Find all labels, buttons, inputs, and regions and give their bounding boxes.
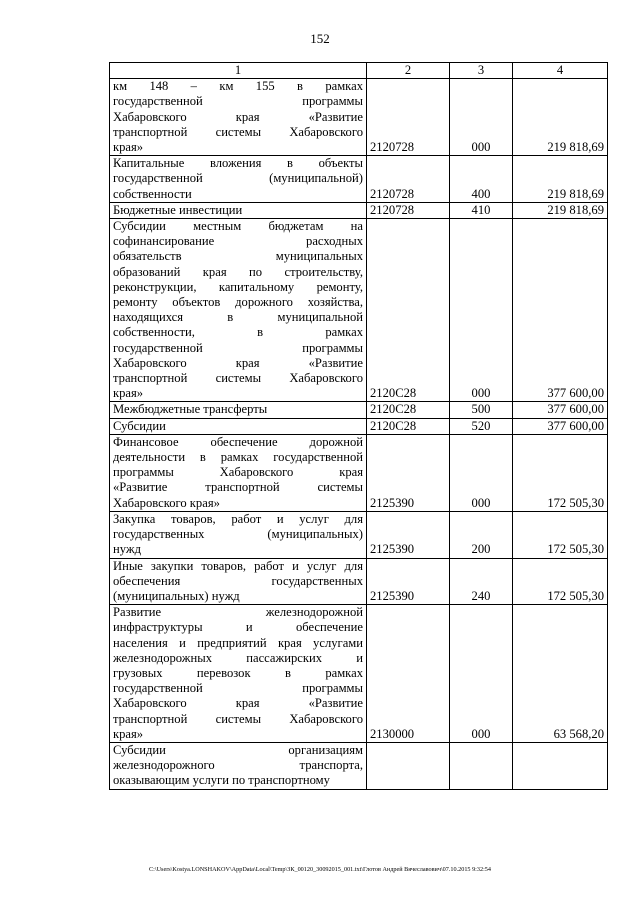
row-amount: 377 600,00	[513, 219, 608, 402]
row-description	[110, 418, 367, 434]
row-amount: 377 600,00	[513, 402, 608, 418]
row-description	[110, 202, 367, 218]
header-col-1: 1	[110, 63, 367, 79]
description-line: государственной программы	[113, 94, 363, 109]
row-description	[110, 79, 367, 156]
table-row	[110, 605, 608, 743]
row-expense-type: 000	[450, 434, 513, 511]
row-amount: 377 600,00	[513, 418, 608, 434]
description-line: Субсидии	[113, 418, 166, 433]
row-description	[110, 156, 367, 203]
description-line: программы Хабаровского края	[113, 465, 363, 480]
row-target-code: 2125390	[367, 511, 450, 558]
row-expense-type: 000	[450, 605, 513, 743]
description-line: оказывающим услуги по транспортному	[113, 773, 330, 788]
description-line: государственной программы	[113, 340, 363, 355]
description-line: железнодорожных пассажирских и	[113, 650, 363, 665]
row-target-code: 2120С28	[367, 219, 450, 402]
row-target-code: 2120С28	[367, 402, 450, 418]
header-col-2: 2	[367, 63, 450, 79]
row-expense-type: 410	[450, 202, 513, 218]
description-line: населения и предприятий края услугами	[113, 635, 363, 650]
row-target-code	[367, 742, 450, 789]
row-amount: 219 818,69	[513, 202, 608, 218]
description-line: Хабаровского края «Развитие	[113, 109, 363, 124]
description-line: Субсидии организациям	[113, 742, 363, 757]
description-line: собственности, в рамках	[113, 325, 363, 340]
description-line: деятельности в рамках государственной	[113, 450, 363, 465]
table-row	[110, 434, 608, 511]
row-expense-type: 520	[450, 418, 513, 434]
description-line: Межбюджетные трансферты	[113, 402, 268, 417]
description-line: (муниципальных) нужд	[113, 588, 240, 603]
description-line: Бюджетные инвестиции	[113, 202, 243, 217]
description-line: края»	[113, 386, 144, 401]
row-target-code: 2130000	[367, 605, 450, 743]
description-line: реконструкции, капитальному ремонту,	[113, 279, 363, 294]
description-line: обязательств муниципальных	[113, 249, 363, 264]
description-line: края»	[113, 726, 144, 741]
table-header-row	[110, 63, 608, 79]
budget-table	[109, 62, 608, 790]
row-description	[110, 434, 367, 511]
row-amount: 172 505,30	[513, 434, 608, 511]
description-line: государственной программы	[113, 681, 363, 696]
row-amount: 63 568,20	[513, 605, 608, 743]
row-expense-type: 000	[450, 219, 513, 402]
row-description	[110, 605, 367, 743]
table-row	[110, 511, 608, 558]
description-line: Иные закупки товаров, работ и услуг для	[113, 558, 363, 573]
description-line: Хабаровского края «Развитие	[113, 696, 363, 711]
table-row	[110, 558, 608, 605]
description-line: государственных (муниципальных)	[113, 527, 363, 542]
description-line: государственной (муниципальной)	[113, 171, 363, 186]
description-line: км 148 – км 155 в рамках	[113, 79, 363, 94]
description-line: собственности	[113, 186, 192, 201]
row-amount: 219 818,69	[513, 79, 608, 156]
description-line: Капитальные вложения в объекты	[113, 156, 363, 171]
description-line: грузовых перевозок в рамках	[113, 665, 363, 680]
table-row	[110, 418, 608, 434]
row-description	[110, 558, 367, 605]
row-expense-type: 000	[450, 79, 513, 156]
description-line: транспортной системы Хабаровского	[113, 124, 363, 139]
row-target-code: 2125390	[367, 434, 450, 511]
description-line: Субсидии местным бюджетам на	[113, 219, 363, 234]
row-target-code: 2125390	[367, 558, 450, 605]
row-description	[110, 742, 367, 789]
description-line: инфраструктуры и обеспечение	[113, 620, 363, 635]
row-expense-type	[450, 742, 513, 789]
description-line: транспортной системы Хабаровского	[113, 711, 363, 726]
row-amount: 172 505,30	[513, 511, 608, 558]
table-row	[110, 402, 608, 418]
description-line: образований края по строительству,	[113, 264, 363, 279]
row-target-code: 2120728	[367, 202, 450, 218]
row-description	[110, 219, 367, 402]
description-line: Развитие железнодорожной	[113, 605, 363, 620]
description-line: софинансирование расходных	[113, 234, 363, 249]
description-line: находящихся в муниципальной	[113, 310, 363, 325]
table-row	[110, 202, 608, 218]
table-row	[110, 742, 608, 789]
row-description	[110, 402, 367, 418]
row-target-code: 2120728	[367, 156, 450, 203]
row-target-code: 2120728	[367, 79, 450, 156]
table-row	[110, 79, 608, 156]
description-line: транспортной системы Хабаровского	[113, 371, 363, 386]
description-line: железнодорожного транспорта,	[113, 758, 363, 773]
row-expense-type: 400	[450, 156, 513, 203]
description-line: Хабаровского края»	[113, 495, 220, 510]
row-amount: 219 818,69	[513, 156, 608, 203]
table-row	[110, 156, 608, 203]
table-row	[110, 219, 608, 402]
row-expense-type: 500	[450, 402, 513, 418]
row-description	[110, 511, 367, 558]
row-target-code: 2120С28	[367, 418, 450, 434]
row-expense-type: 240	[450, 558, 513, 605]
description-line: Хабаровского края «Развитие	[113, 355, 363, 370]
header-col-3: 3	[450, 63, 513, 79]
header-col-4: 4	[513, 63, 608, 79]
description-line: «Развитие транспортной системы	[113, 480, 363, 495]
row-amount: 172 505,30	[513, 558, 608, 605]
row-expense-type: 200	[450, 511, 513, 558]
description-line: края»	[113, 140, 144, 155]
description-line: ремонту объектов дорожного хозяйства,	[113, 295, 363, 310]
row-amount	[513, 742, 608, 789]
description-line: Закупка товаров, работ и услуг для	[113, 511, 363, 526]
table-body	[110, 63, 608, 790]
description-line: Финансовое обеспечение дорожной	[113, 434, 363, 449]
footer-file-path: C:\Users\Kostya.LONSHAKOV\AppData\Local\Temp\ЗК_00120_30092015_001.txt\Глотов Андрей Вячеславович\07.10.2015 9:32:54	[149, 866, 491, 873]
description-line: нужд	[113, 542, 141, 557]
description-line: обеспечения государственных	[113, 573, 363, 588]
page-number: 152	[310, 31, 330, 46]
